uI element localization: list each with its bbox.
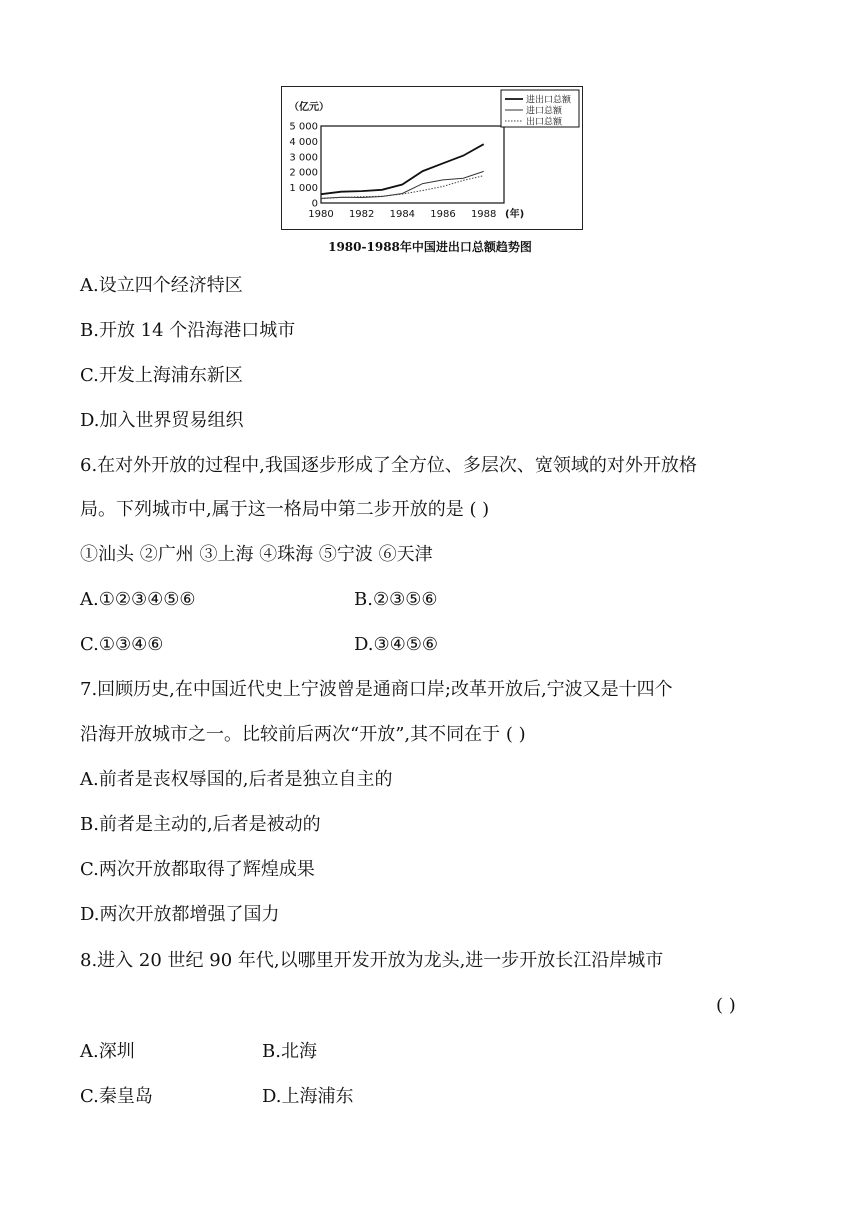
q6-stem-line1: 6.在对外开放的过程中,我国逐步形成了全方位、多层次、宽领域的对外开放格 [80,455,697,476]
q7-option-d: D.两次开放都增强了国力 [80,904,280,925]
q5-option-c: C.开发上海浦东新区 [80,365,243,386]
q6-option-b: B.②③⑤⑥ [354,589,438,610]
x-tick-label: 1982 [348,209,375,220]
q7-option-c: C.两次开放都取得了辉煌成果 [80,859,315,880]
trade-chart [281,86,583,230]
q5-option-b: B.开放 14 个沿海港口城市 [80,320,296,341]
x-tick-label: 1984 [389,209,416,220]
q6-stem-line2: 局。下列城市中,属于这一格局中第二步开放的是 ( ) [80,499,490,520]
series-line-0 [321,144,484,194]
y-tick-label: 1 000 [289,183,318,195]
y-tick-label: 4 000 [289,136,318,148]
y-tick-label: 0 [311,198,318,210]
q8-stem-line1: 8.进入 20 世纪 90 年代,以哪里开发开放为龙头,进一步开放长江沿岸城市 [80,950,664,971]
x-tick-label: 1980 [308,209,334,220]
q5-option-d: D.加入世界贸易组织 [80,410,244,431]
x-tick-label: 1986 [430,209,456,220]
q8-option-d: D.上海浦东 [262,1086,354,1107]
q7-option-b: B.前者是主动的,后者是被动的 [80,814,321,835]
q6-option-d: D.③④⑤⑥ [354,634,439,655]
legend-label-1: 进口总额 [526,106,563,117]
q8-option-c: C.秦皇岛 [80,1086,153,1107]
q7-stem-line2: 沿海开放城市之一。比较前后两次“开放”,其不同在于 ( ) [80,724,526,745]
q5-option-a: A.设立四个经济特区 [80,275,243,296]
y-tick-label: 2 000 [289,167,318,179]
q8-option-b: B.北海 [262,1041,317,1062]
x-axis-label: (年) [505,209,525,220]
q6-city-list: ①汕头 ②广州 ③上海 ④珠海 ⑤宁波 ⑥天津 [80,544,433,565]
series-line-2 [321,176,484,199]
q8-answer-paren: ( ) [716,995,736,1016]
trade-chart-figure [281,86,583,230]
y-axis-label: （亿元） [289,102,329,113]
q6-option-a: A.①②③④⑤⑥ [80,589,196,610]
y-tick-label: 3 000 [289,152,318,164]
legend-label-0: 进出口总额 [526,95,572,106]
q7-option-a: A.前者是丧权辱国的,后者是独立自主的 [80,769,393,790]
legend-label-2: 出口总额 [526,117,563,128]
chart-caption: 1980-1988年中国进出口总额趋势图 [328,240,532,254]
x-tick-label: 1988 [470,209,497,220]
y-tick-label: 5 000 [289,121,318,133]
q7-stem-line1: 7.回顾历史,在中国近代史上宁波曾是通商口岸;改革开放后,宁波又是十四个 [80,679,673,700]
q8-option-a: A.深圳 [80,1041,135,1062]
q6-option-c: C.①③④⑥ [80,634,164,655]
